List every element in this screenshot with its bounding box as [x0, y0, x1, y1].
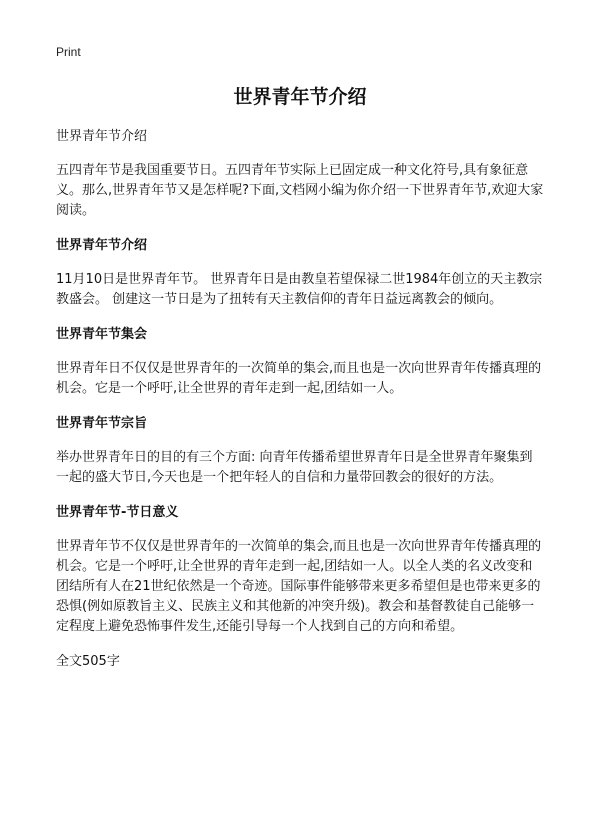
section-text-gathering: 世界青年日不仅仅是世界青年的一次简单的集会,而且也是一次向世界青年传播真理的机会。它是一个呼吁,让全世界的青年走到一起,团结如一人。 [56, 361, 542, 396]
section-text-significance: 世界青年节不仅仅是世界青年的一次简单的集会,而且也是一次向世界青年传播真理的机会。它是一个呼吁,让全世界的青年走到一起,团结如一人。以全人类的名义改变和团结所有人在21世纪依然是一个奇迹。国际事件能够带来更多希望但是也带来更多的恐惧(例如原教旨主义、民族主义和其他新的冲突升级)。教会和基督教徒自己能够一定程度上避免恐怖事件发生,还能引导每一个人找到自己的方向和希望。 [56, 539, 542, 634]
section-heading-significance: 世界青年节-节日意义 [56, 505, 179, 520]
document-subtitle: 世界青年节介绍 [56, 129, 148, 144]
section-text-introduction: 11月10日是世界青年节。 世界青年日是由教皇若望保禄二世1984年创立的天主教宗教盛会。 创建这一节日是为了扭转有天主教信仰的青年日益远离教会的倾向。 [56, 272, 543, 307]
document-title: 世界青年节介绍 [233, 86, 367, 108]
section-heading-purpose: 世界青年节宗旨 [56, 416, 148, 431]
print-label[interactable]: Print [56, 45, 81, 59]
word-count: 全文505字 [56, 654, 120, 669]
section-heading-gathering: 世界青年节集会 [56, 327, 148, 342]
section-heading-introduction: 世界青年节介绍 [56, 238, 148, 253]
intro-paragraph: 五四青年节是我国重要节日。五四青年节实际上已固定成一种文化符号,具有象征意义。那么,世界青年节又是怎样呢?下面,文档网小编为你介绍一下世界青年节,欢迎大家阅读。 [56, 163, 544, 218]
section-text-purpose: 举办世界青年日的目的有三个方面: 向青年传播希望世界青年日是全世界青年聚集到一起的盛大节日,今天也是一个把年轻人的自信和力量带回教会的很好的方法。 [56, 450, 533, 485]
